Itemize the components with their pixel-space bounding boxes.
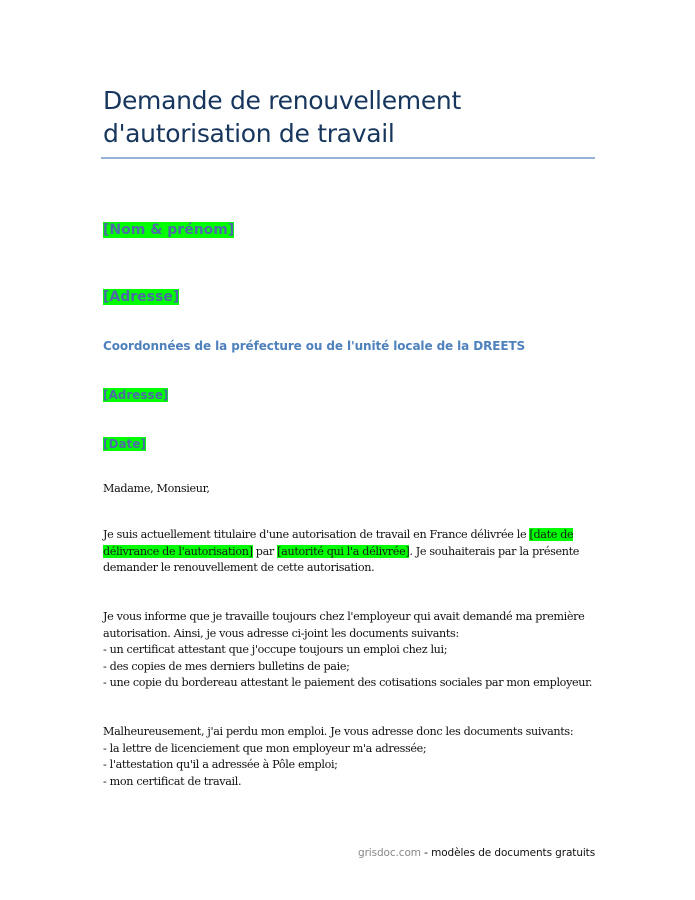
footer-site-link[interactable]: grisdoc.com <box>358 847 421 859</box>
greeting: Madame, Monsieur, <box>103 482 210 495</box>
list-item: - l'attestation qu'il a adressée à Pôle emploi; <box>103 758 338 771</box>
sender-name-field <box>103 222 234 238</box>
title-line-1: Demande de renouvellement <box>103 86 461 115</box>
list-item: - la lettre de licenciement que mon employeur m'a adressée; <box>103 741 427 755</box>
sender-address-field <box>103 289 179 305</box>
delivery-date-placeholder-cont: délivrance de l'autorisation] <box>103 544 253 558</box>
paragraph-3 <box>103 724 593 790</box>
list-item: - un certificat attestant que j'occupe toujours un emploi chez lui; <box>103 643 448 656</box>
list-item: - une copie du bordereau attestant le paiement des cotisations sociales par mon employeur. <box>103 676 593 689</box>
recipient-address-placeholder: [Adresse] <box>103 388 169 402</box>
sender-address-placeholder: [Adresse] <box>103 289 180 305</box>
list-item: - mon certificat de travail. <box>103 774 242 788</box>
recipient-label: Coordonnées de la préfecture ou de l'unité locale de la DREETS <box>103 339 526 353</box>
document-title <box>103 84 603 150</box>
paragraph-1 <box>103 527 593 577</box>
paragraph-3-line: Malheureusement, j'ai perdu mon emploi. Je vous adresse donc les documents suivants: <box>103 725 574 738</box>
date-placeholder: [Date] <box>103 437 146 451</box>
sender-name-placeholder: [Nom & prénom] <box>103 222 235 238</box>
paragraph-1-line-2 <box>103 544 593 561</box>
paragraph-2-line: autorisation. Ainsi, je vous adresse ci-joint les documents suivants: <box>103 626 459 640</box>
title-line-2: d'autorisation de travail <box>103 119 395 148</box>
paragraph-2-line: Je vous informe que je travaille toujours chez l'employeur qui avait demandé ma première <box>103 610 585 623</box>
paragraph-2 <box>103 609 593 692</box>
list-item: - des copies de mes derniers bulletins de paie; <box>103 659 350 673</box>
date-field <box>103 437 146 451</box>
paragraph-1-line-3: demander le renouvellement de cette autorisation. <box>103 561 375 574</box>
paragraph-1-text: Je suis actuellement titulaire d'une autorisation de travail en France délivrée le <box>103 528 530 541</box>
paragraph-1-text: par <box>252 544 278 558</box>
title-divider <box>101 157 595 159</box>
recipient-address-field <box>103 388 168 402</box>
paragraph-1-line-1 <box>103 527 593 544</box>
authority-placeholder: [autorité qui l'a délivrée] <box>277 544 410 558</box>
page-footer <box>358 847 595 859</box>
paragraph-1-text: . Je souhaiterais par la présente <box>409 544 580 558</box>
footer-tagline: - modèles de documents gratuits <box>420 847 596 859</box>
delivery-date-placeholder: [date de <box>529 528 574 541</box>
